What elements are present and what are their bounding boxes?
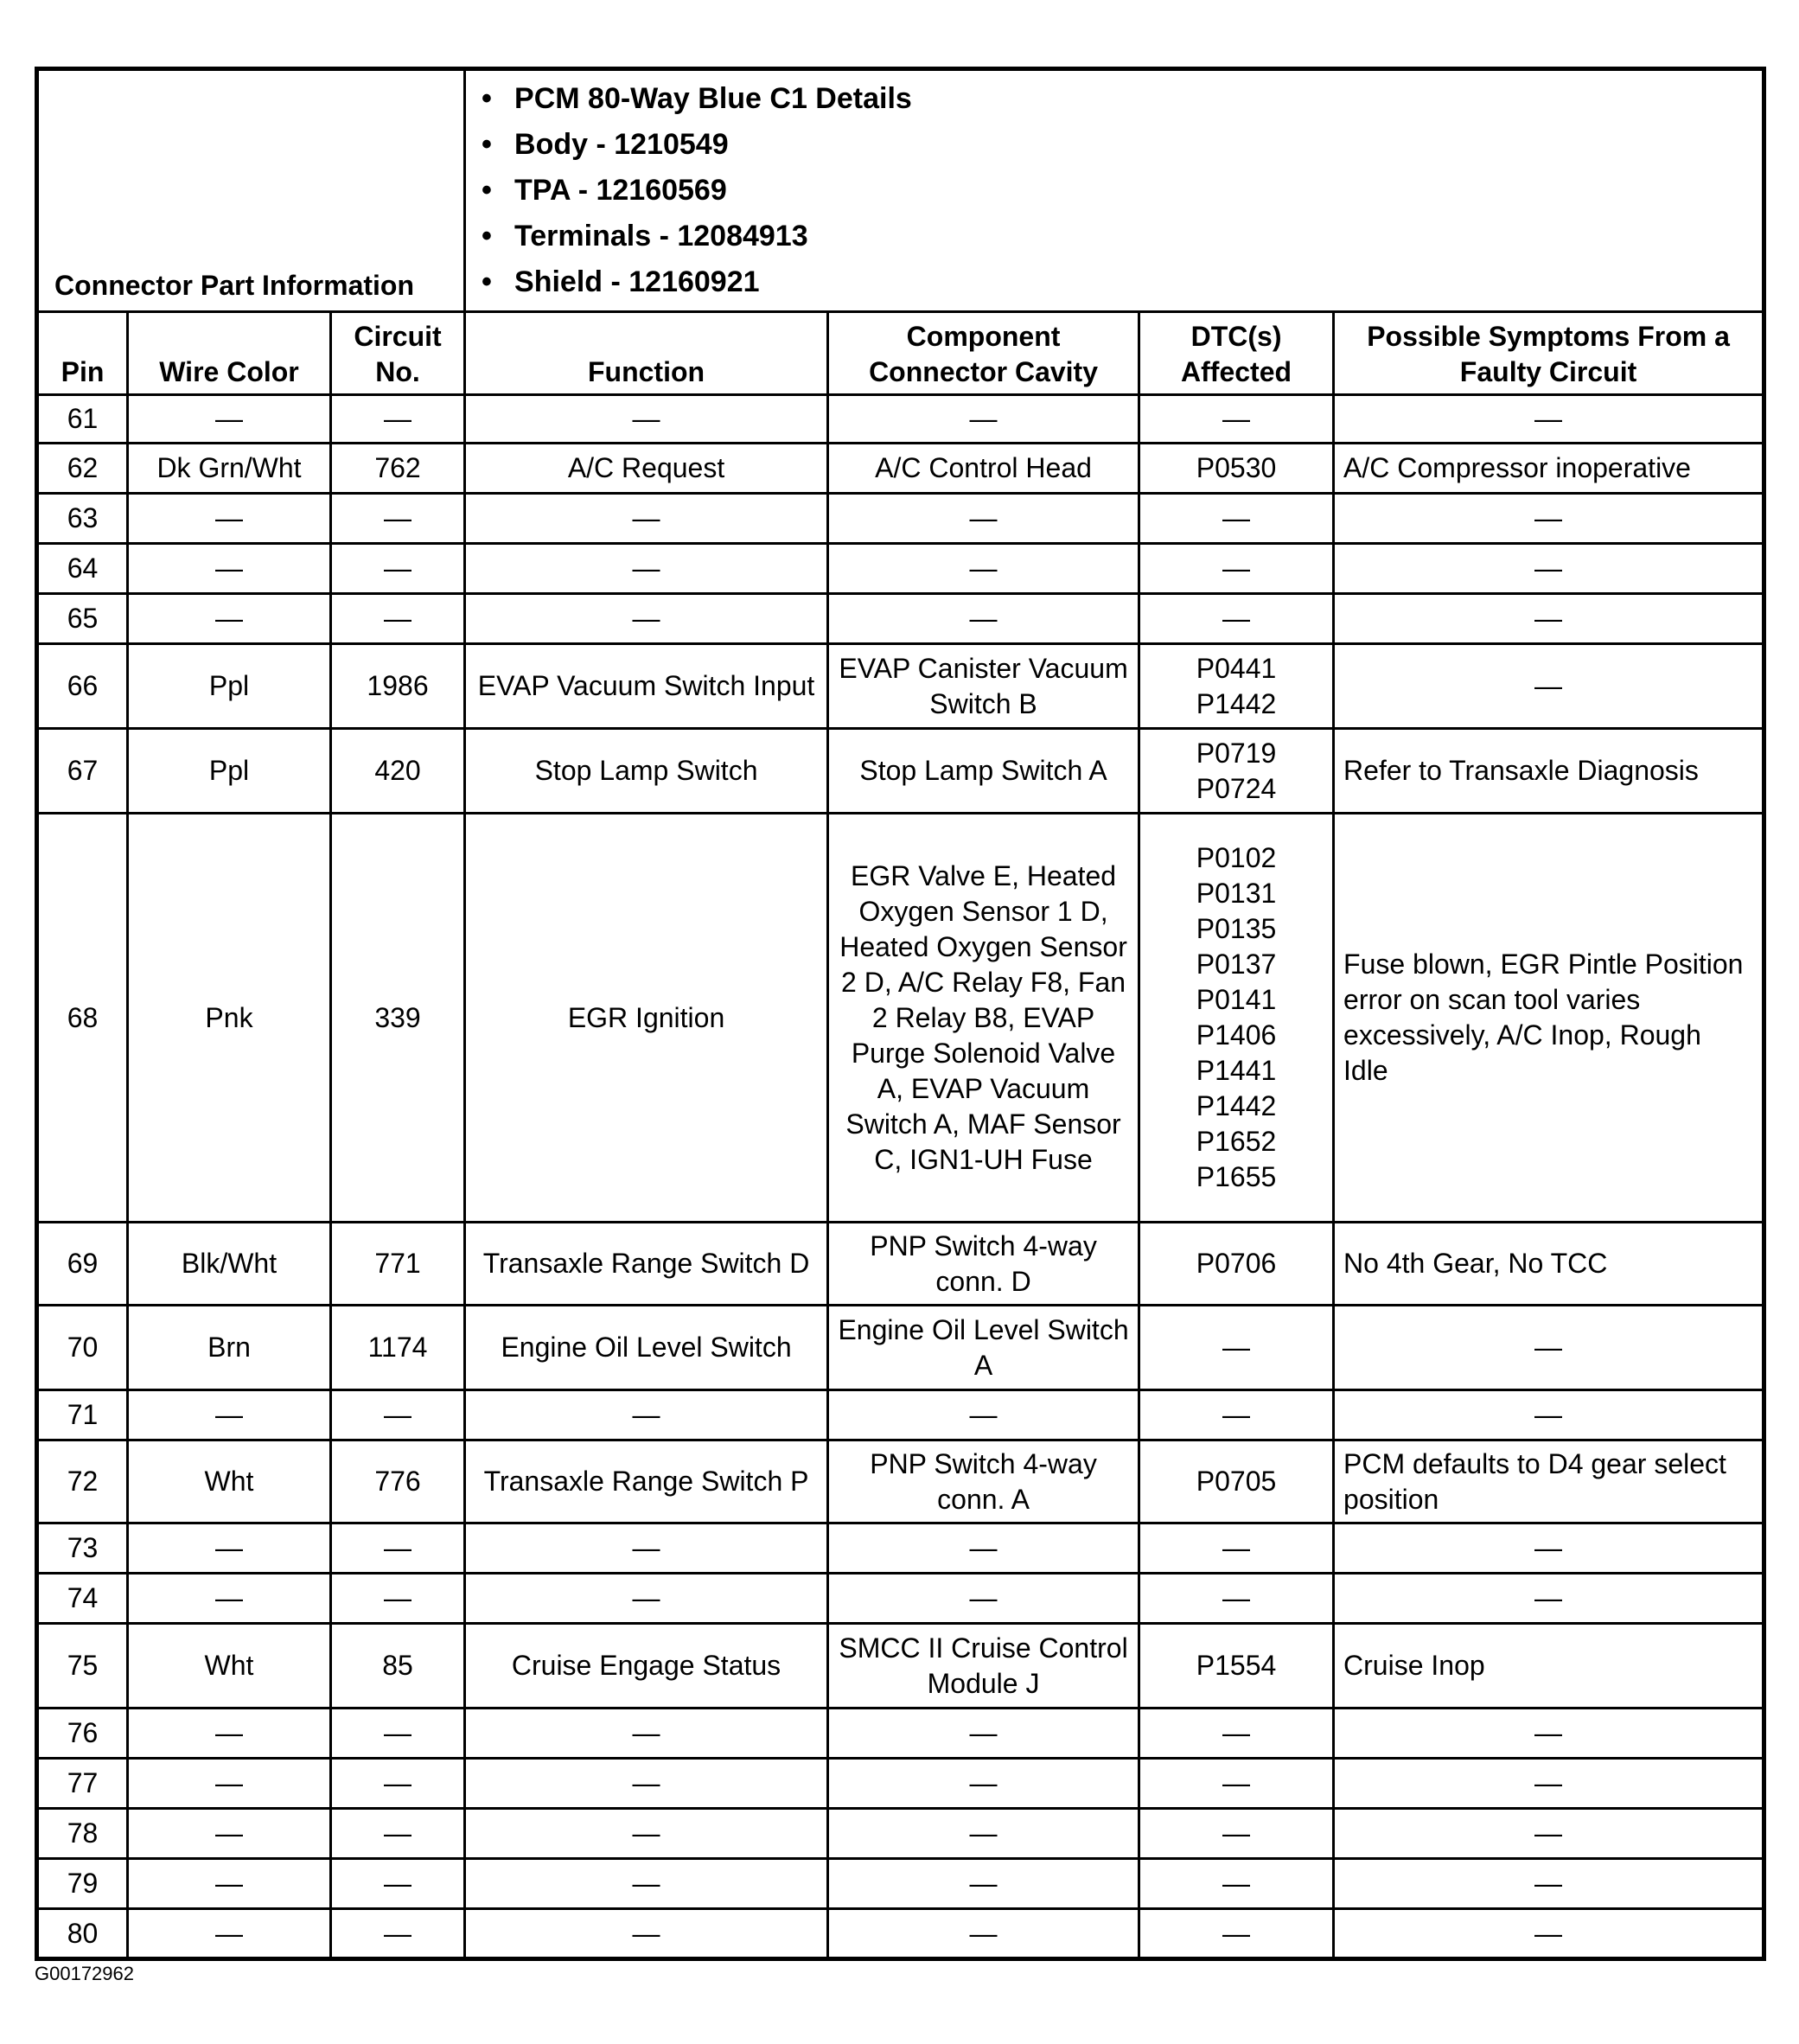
circuit-number: — <box>331 1859 465 1909</box>
dtc-code: P0705 <box>1196 1466 1277 1497</box>
dtc-affected <box>1139 729 1334 814</box>
function: — <box>465 1574 828 1624</box>
pin-row-73 <box>37 1523 1764 1574</box>
header-circuit-line-2: No. <box>375 356 420 387</box>
function: A/C Request <box>465 444 828 494</box>
dtc-code: P0141 <box>1196 984 1277 1015</box>
component-connector-cavity: — <box>828 544 1139 594</box>
possible-symptoms: — <box>1334 494 1764 544</box>
pin-row-67 <box>37 729 1764 814</box>
wire-color: Blk/Wht <box>128 1223 331 1306</box>
connector-detail-item: • Shield - 12160921 <box>514 259 1762 305</box>
wire-color: — <box>128 395 331 444</box>
connector-detail-item: • TPA - 12160569 <box>514 168 1762 214</box>
component-connector-cavity: — <box>828 1709 1139 1759</box>
pin-number: 71 <box>37 1390 128 1440</box>
possible-symptoms: — <box>1334 1709 1764 1759</box>
wire-color: Pnk <box>128 814 331 1223</box>
pin-row-68 <box>37 814 1764 1223</box>
pin-number: 79 <box>37 1859 128 1909</box>
header-symptoms-line-1: Possible Symptoms From a <box>1367 321 1730 352</box>
circuit-number: — <box>331 1759 465 1809</box>
pin-row-72 <box>37 1440 1764 1523</box>
circuit-number: 762 <box>331 444 465 494</box>
wire-color: — <box>128 1574 331 1624</box>
component-connector-cavity: EGR Valve E, Heated Oxygen Sensor 1 D, Heated Oxygen Sensor 2 D, A/C Relay F8, Fan 2 Relay B8, EVAP Purge Solenoid Valve A, EVAP Vacuum Switch A, MAF Sensor C, IGN1-UH Fuse <box>828 814 1139 1223</box>
possible-symptoms: — <box>1334 544 1764 594</box>
dtc-code: P0441 <box>1196 652 1277 684</box>
wire-color: — <box>128 1390 331 1440</box>
function: — <box>465 395 828 444</box>
function: — <box>465 1759 828 1809</box>
function: — <box>465 1909 828 1959</box>
function: — <box>465 1390 828 1440</box>
pin-row-80 <box>37 1909 1764 1959</box>
component-connector-cavity: — <box>828 1390 1139 1440</box>
header-dtc-line-2: Affected <box>1181 356 1292 387</box>
circuit-number: 420 <box>331 729 465 814</box>
dtc-affected <box>1139 1624 1334 1709</box>
function: Stop Lamp Switch <box>465 729 828 814</box>
function: EVAP Vacuum Switch Input <box>465 644 828 729</box>
possible-symptoms: — <box>1334 1574 1764 1624</box>
circuit-number: 339 <box>331 814 465 1223</box>
dtc-code: — <box>1222 1399 1251 1430</box>
header-circuit-no <box>331 312 465 395</box>
header-pin: Pin <box>37 312 128 395</box>
dtc-code: P1652 <box>1196 1126 1277 1157</box>
function: Engine Oil Level Switch <box>465 1306 828 1390</box>
connector-info-row <box>37 69 1764 312</box>
pin-row-76 <box>37 1709 1764 1759</box>
figure-reference-code: G00172962 <box>35 1963 134 1984</box>
header-circuit-line-1: Circuit <box>354 321 442 352</box>
wire-color: — <box>128 594 331 644</box>
pin-number: 67 <box>37 729 128 814</box>
component-connector-cavity: — <box>828 1909 1139 1959</box>
connector-detail-item: • Terminals - 12084913 <box>514 214 1762 259</box>
pin-number: 69 <box>37 1223 128 1306</box>
header-cavity-line-1: Component <box>906 321 1061 352</box>
wire-color: — <box>128 494 331 544</box>
possible-symptoms: — <box>1334 1306 1764 1390</box>
circuit-number: — <box>331 1574 465 1624</box>
dtc-code: P0706 <box>1196 1248 1277 1279</box>
dtc-affected <box>1139 1306 1334 1390</box>
dtc-affected <box>1139 1909 1334 1959</box>
dtc-affected <box>1139 1223 1334 1306</box>
header-function: Function <box>465 312 828 395</box>
dtc-affected <box>1139 395 1334 444</box>
dtc-code: P0137 <box>1196 949 1277 980</box>
pin-number: 64 <box>37 544 128 594</box>
circuit-number: — <box>331 1523 465 1574</box>
pin-row-74 <box>37 1574 1764 1624</box>
function: Cruise Engage Status <box>465 1624 828 1709</box>
pin-row-69 <box>37 1223 1764 1306</box>
dtc-affected <box>1139 1859 1334 1909</box>
dtc-affected <box>1139 644 1334 729</box>
component-connector-cavity: EVAP Canister Vacuum Switch B <box>828 644 1139 729</box>
pin-row-78 <box>37 1809 1764 1859</box>
function: EGR Ignition <box>465 814 828 1223</box>
dtc-code: P0135 <box>1196 913 1277 944</box>
dtc-code: — <box>1222 1332 1251 1363</box>
pin-row-70 <box>37 1306 1764 1390</box>
possible-symptoms: — <box>1334 1859 1764 1909</box>
component-connector-cavity: — <box>828 1574 1139 1624</box>
dtc-code: P1442 <box>1196 687 1277 719</box>
component-connector-cavity: PNP Switch 4-way conn. A <box>828 1440 1139 1523</box>
header-possible-symptoms <box>1334 312 1764 395</box>
function: — <box>465 494 828 544</box>
dtc-affected <box>1139 1390 1334 1440</box>
pin-row-61 <box>37 395 1764 444</box>
dtc-code: — <box>1222 1868 1251 1899</box>
circuit-number: — <box>331 494 465 544</box>
dtc-code: — <box>1222 1767 1251 1798</box>
dtc-code: — <box>1222 1532 1251 1563</box>
pin-number: 66 <box>37 644 128 729</box>
function: — <box>465 1809 828 1859</box>
pin-number: 65 <box>37 594 128 644</box>
component-connector-cavity: — <box>828 1523 1139 1574</box>
dtc-affected <box>1139 594 1334 644</box>
dtc-affected <box>1139 544 1334 594</box>
dtc-affected <box>1139 814 1334 1223</box>
pin-number: 73 <box>37 1523 128 1574</box>
possible-symptoms: PCM defaults to D4 gear select position <box>1334 1440 1764 1523</box>
circuit-number: — <box>331 1909 465 1959</box>
circuit-number: 771 <box>331 1223 465 1306</box>
circuit-number: 85 <box>331 1624 465 1709</box>
pin-row-71 <box>37 1390 1764 1440</box>
dtc-code: P1406 <box>1196 1019 1277 1051</box>
function: Transaxle Range Switch D <box>465 1223 828 1306</box>
possible-symptoms: No 4th Gear, No TCC <box>1334 1223 1764 1306</box>
possible-symptoms: — <box>1334 644 1764 729</box>
pin-row-66 <box>37 644 1764 729</box>
dtc-code: P1442 <box>1196 1090 1277 1121</box>
dtc-code: — <box>1222 1717 1251 1748</box>
connector-details-list <box>514 76 1762 305</box>
component-connector-cavity: — <box>828 1809 1139 1859</box>
pin-number: 72 <box>37 1440 128 1523</box>
header-dtc-line-1: DTC(s) <box>1190 321 1282 352</box>
dtc-affected <box>1139 494 1334 544</box>
component-connector-cavity: Engine Oil Level Switch A <box>828 1306 1139 1390</box>
dtc-code: P0719 <box>1196 737 1277 769</box>
header-dtc-affected <box>1139 312 1334 395</box>
pin-row-64 <box>37 544 1764 594</box>
possible-symptoms: — <box>1334 395 1764 444</box>
pin-number: 61 <box>37 395 128 444</box>
wire-color: Wht <box>128 1624 331 1709</box>
wire-color: Ppl <box>128 729 331 814</box>
possible-symptoms: — <box>1334 1759 1764 1809</box>
function: — <box>465 1523 828 1574</box>
pin-number: 62 <box>37 444 128 494</box>
possible-symptoms: — <box>1334 1523 1764 1574</box>
column-header-row <box>37 312 1764 395</box>
dtc-affected <box>1139 1709 1334 1759</box>
dtc-code: P1655 <box>1196 1161 1277 1192</box>
dtc-affected <box>1139 1440 1334 1523</box>
possible-symptoms: — <box>1334 1390 1764 1440</box>
dtc-affected <box>1139 1759 1334 1809</box>
wire-color: — <box>128 1859 331 1909</box>
wire-color: — <box>128 1909 331 1959</box>
wire-color: — <box>128 544 331 594</box>
dtc-code: — <box>1222 603 1251 634</box>
circuit-number: 1986 <box>331 644 465 729</box>
possible-symptoms: Refer to Transaxle Diagnosis <box>1334 729 1764 814</box>
function: — <box>465 544 828 594</box>
wire-color: Dk Grn/Wht <box>128 444 331 494</box>
connector-detail-item: • PCM 80-Way Blue C1 Details <box>514 76 1762 122</box>
connector-info-label: Connector Part Information <box>37 69 465 312</box>
dtc-affected <box>1139 444 1334 494</box>
possible-symptoms: Fuse blown, EGR Pintle Position error on scan tool varies excessively, A/C Inop, Rough Idle <box>1334 814 1764 1223</box>
wire-color: Brn <box>128 1306 331 1390</box>
wire-color: — <box>128 1709 331 1759</box>
wire-color: Wht <box>128 1440 331 1523</box>
circuit-number: — <box>331 594 465 644</box>
function: — <box>465 1859 828 1909</box>
circuit-number: 1174 <box>331 1306 465 1390</box>
pin-row-65 <box>37 594 1764 644</box>
wire-color: — <box>128 1523 331 1574</box>
pin-row-79 <box>37 1859 1764 1909</box>
circuit-number: — <box>331 1809 465 1859</box>
wire-color: — <box>128 1759 331 1809</box>
dtc-code: P0102 <box>1196 842 1277 873</box>
dtc-code: — <box>1222 553 1251 584</box>
pin-number: 75 <box>37 1624 128 1709</box>
connector-detail-item: • Body - 1210549 <box>514 122 1762 168</box>
header-symptoms-line-2: Faulty Circuit <box>1459 356 1637 387</box>
connector-details-cell <box>465 69 1764 312</box>
header-cavity-line-2: Connector Cavity <box>869 356 1098 387</box>
pin-number: 80 <box>37 1909 128 1959</box>
pin-number: 63 <box>37 494 128 544</box>
pin-number: 76 <box>37 1709 128 1759</box>
dtc-code: P0131 <box>1196 878 1277 909</box>
dtc-code: — <box>1222 1917 1251 1949</box>
dtc-code: — <box>1222 403 1251 434</box>
dtc-code: — <box>1222 1817 1251 1849</box>
circuit-number: — <box>331 1709 465 1759</box>
possible-symptoms: — <box>1334 1809 1764 1859</box>
pin-row-62 <box>37 444 1764 494</box>
possible-symptoms: A/C Compressor inoperative <box>1334 444 1764 494</box>
dtc-code: P1441 <box>1196 1055 1277 1086</box>
function: — <box>465 594 828 644</box>
dtc-code: P1554 <box>1196 1650 1277 1681</box>
dtc-code: — <box>1222 1582 1251 1613</box>
circuit-number: — <box>331 1390 465 1440</box>
function: — <box>465 1709 828 1759</box>
possible-symptoms: — <box>1334 1909 1764 1959</box>
pin-number: 77 <box>37 1759 128 1809</box>
dtc-affected <box>1139 1809 1334 1859</box>
component-connector-cavity: PNP Switch 4-way conn. D <box>828 1223 1139 1306</box>
component-connector-cavity: — <box>828 494 1139 544</box>
possible-symptoms: Cruise Inop <box>1334 1624 1764 1709</box>
dtc-code: P0724 <box>1196 772 1277 804</box>
component-connector-cavity: A/C Control Head <box>828 444 1139 494</box>
wire-color: Ppl <box>128 644 331 729</box>
dtc-code: — <box>1222 502 1251 533</box>
pin-number: 68 <box>37 814 128 1223</box>
wire-color: — <box>128 1809 331 1859</box>
header-wire-color: Wire Color <box>128 312 331 395</box>
component-connector-cavity: — <box>828 395 1139 444</box>
component-connector-cavity: Stop Lamp Switch A <box>828 729 1139 814</box>
header-component-connector-cavity <box>828 312 1139 395</box>
circuit-number: 776 <box>331 1440 465 1523</box>
pin-row-63 <box>37 494 1764 544</box>
dtc-code: P0530 <box>1196 452 1277 483</box>
circuit-number: — <box>331 395 465 444</box>
dtc-affected <box>1139 1523 1334 1574</box>
component-connector-cavity: — <box>828 594 1139 644</box>
pin-number: 70 <box>37 1306 128 1390</box>
connector-pinout-table <box>35 67 1766 1961</box>
pin-number: 74 <box>37 1574 128 1624</box>
pin-row-77 <box>37 1759 1764 1809</box>
component-connector-cavity: — <box>828 1759 1139 1809</box>
component-connector-cavity: SMCC II Cruise Control Module J <box>828 1624 1139 1709</box>
possible-symptoms: — <box>1334 594 1764 644</box>
function: Transaxle Range Switch P <box>465 1440 828 1523</box>
component-connector-cavity: — <box>828 1859 1139 1909</box>
pin-row-75 <box>37 1624 1764 1709</box>
dtc-affected <box>1139 1574 1334 1624</box>
circuit-number: — <box>331 544 465 594</box>
pin-number: 78 <box>37 1809 128 1859</box>
